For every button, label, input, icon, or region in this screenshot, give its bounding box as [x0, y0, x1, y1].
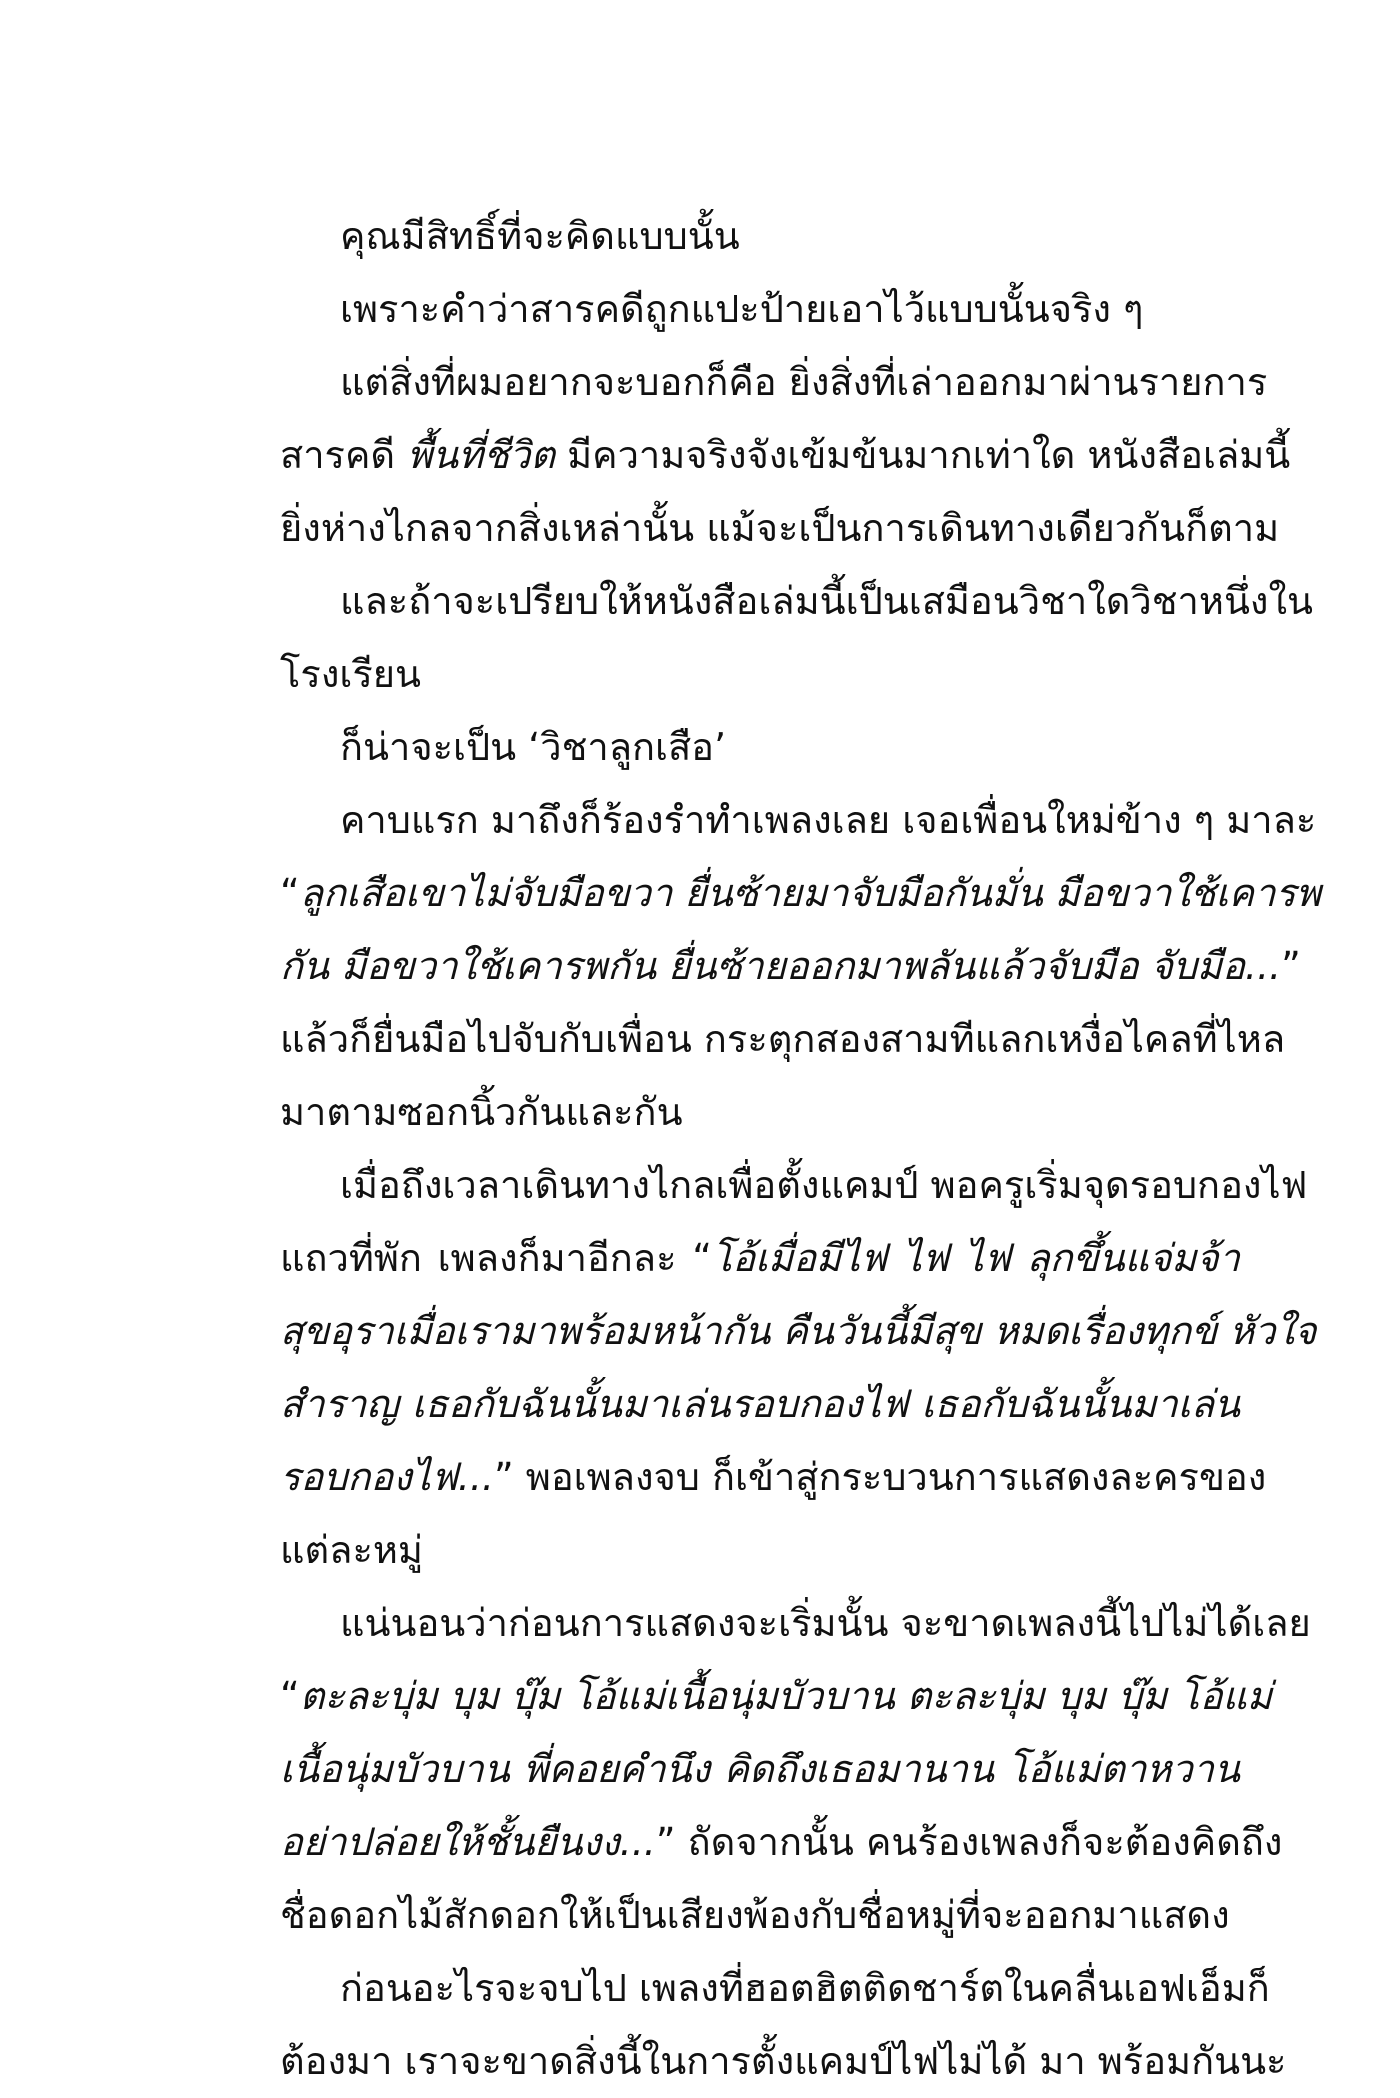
song-lyrics-line: เนื้อนุ่มบัวบาน พี่คอยคำนึง คิดถึงเธอมานาน โอ้แม่ตาหวาน	[280, 1747, 1240, 1791]
text-line: คุณมีสิทธิ์ที่จะคิดแบบนั้น	[340, 214, 740, 258]
text-line: เมื่อถึงเวลาเดินทางไกลเพื่อตั้งแคมป์ พอครูเริ่มจุดรอบกองไฟ	[340, 1163, 1308, 1207]
song-lyrics-line: “ตะละบุ่ม บุม บุ๊ม โอ้แม่เนื้อนุ่มบัวบาน ตะละบุ่ม บุม บุ๊ม โอ้แม่	[280, 1674, 1273, 1718]
body-text	[280, 200, 1321, 2098]
text-line: แต่สิ่งที่ผมอยากจะบอกก็คือ ยิ่งสิ่งที่เล่าออกมาผ่านรายการ	[340, 360, 1268, 404]
text-line: โรงเรียน	[280, 652, 422, 696]
text-line: สารคดี พื้นที่ชีวิต มีความจริงจังเข้มข้นมากเท่าใด หนังสือเล่มนี้	[280, 433, 1291, 477]
text-line: เพราะคำว่าสารคดีถูกแปะป้ายเอาไว้แบบนั้นจริง ๆ	[340, 287, 1144, 331]
text-line: แต่ละหมู่	[280, 1528, 423, 1572]
text-line: และถ้าจะเปรียบให้หนังสือเล่มนี้เป็นเสมือนวิชาใดวิชาหนึ่งใน	[340, 579, 1314, 623]
text-line: ต้องมา เราจะขาดสิ่งนี้ในการตั้งแคมป์ไฟไม่ได้ มา พร้อมกันนะ	[280, 2039, 1287, 2083]
program-title: พื้นที่ชีวิต	[407, 433, 556, 477]
text-line: ชื่อดอกไม้สักดอกให้เป็นเสียงพ้องกับชื่อหมู่ที่จะออกมาแสดง	[280, 1893, 1230, 1937]
song-lyrics-line: รอบกองไฟ...” พอเพลงจบ ก็เข้าสู่กระบวนการแสดงละครของ	[280, 1455, 1267, 1499]
text-line: แน่นอนว่าก่อนการแสดงจะเริ่มนั้น จะขาดเพลงนี้ไปไม่ได้เลย	[340, 1601, 1311, 1645]
song-lyrics-line: สุขอุราเมื่อเรามาพร้อมหน้ากัน คืนวันนี้มีสุข หมดเรื่องทุกข์ หัวใจ	[280, 1309, 1317, 1353]
text-line: ก่อนอะไรจะจบไป เพลงที่ฮอตฮิตติดชาร์ตในคลื่นเอฟเอ็มก็	[340, 1966, 1270, 2010]
text-line: คาบแรก มาถึงก็ร้องรำทำเพลงเลย เจอเพื่อนใหม่ข้าง ๆ มาละ	[340, 798, 1317, 842]
song-lyrics-line: “ลูกเสือเขาไม่จับมือขวา ยื่นซ้ายมาจับมือกันมั่น มือขวาใช้เคารพ	[280, 871, 1321, 915]
text-line: แถวที่พัก เพลงก็มาอีกละ “โอ้เมื่อมีไฟ ไฟ ไฟ ลุกขึ้นแจ่มจ้า	[280, 1236, 1240, 1280]
text-line: มาตามซอกนิ้วกันและกัน	[280, 1090, 683, 1134]
text-line: แล้วก็ยื่นมือไปจับกับเพื่อน กระตุกสองสามทีแลกเหงื่อไคลที่ไหล	[280, 1017, 1286, 1061]
text-line: ก็น่าจะเป็น ‘วิชาลูกเสือ’	[340, 725, 727, 769]
song-lyrics-line: กัน มือขวาใช้เคารพกัน ยื่นซ้ายออกมาพลันแล้วจับมือ จับมือ...”	[280, 944, 1301, 988]
song-lyrics-line: สำราญ เธอกับฉันนั้นมาเล่นรอบกองไฟ เธอกับฉันนั้นมาเล่น	[280, 1382, 1240, 1426]
text-line: ยิ่งห่างไกลจากสิ่งเหล่านั้น แม้จะเป็นการเดินทางเดียวกันก็ตาม	[280, 506, 1280, 550]
song-lyrics-line: อย่าปล่อยให้ชั้นยืนงง...” ถัดจากนั้น คนร้องเพลงก็จะต้องคิดถึง	[280, 1820, 1283, 1864]
